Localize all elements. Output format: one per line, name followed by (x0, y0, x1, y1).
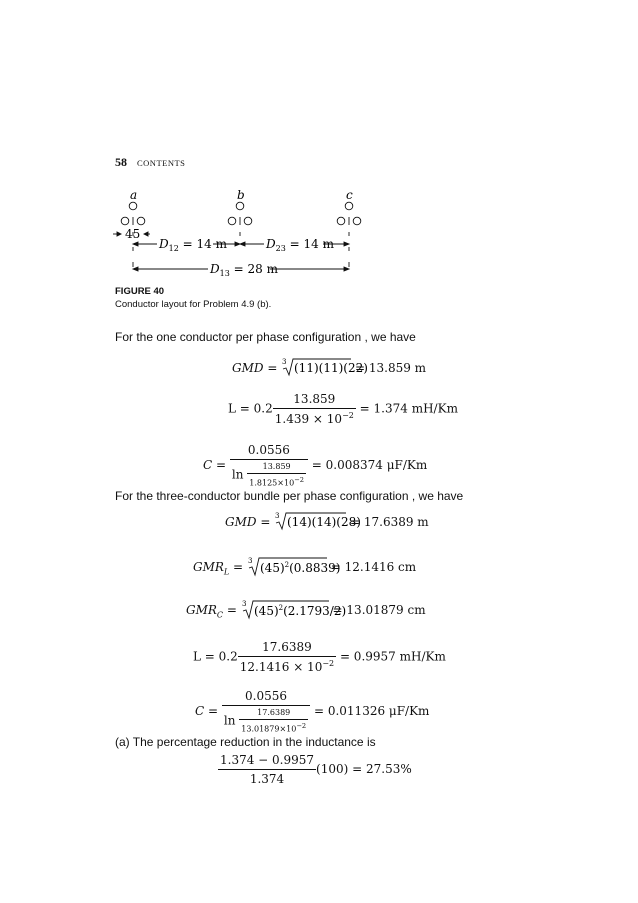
svg-text:(11)(11)(22): (11)(11)(22) (294, 361, 369, 375)
cube-root-sign (241, 598, 346, 620)
cube-root-sign (281, 357, 369, 377)
conductor-a-top (129, 202, 137, 210)
figure-caption-text: Conductor layout for Problem 4.9 (b). (115, 299, 272, 310)
bundle-spacing-label: 45 (125, 227, 141, 241)
d23-label: $D_{23} = 14$ m (266, 237, 334, 253)
page-number: 58 (115, 155, 127, 169)
phase-label-a: a (130, 188, 138, 202)
conductor-layout-figure (110, 185, 380, 280)
equation-inductance-1: L = 0.2 $\frac{13.859}{1.439 \times 10^{-2}}$ = 1.374 mH/Km (228, 392, 458, 426)
conductor-c-right (353, 217, 361, 225)
equation-percentage-reduction: $\frac{1.374 - 0.9957}{1.374}$ (100) = 27.53% (220, 753, 412, 786)
conductor-b-right (244, 217, 252, 225)
figure-caption-title: FIGURE 40 (115, 286, 165, 297)
svg-text:(14)(14)(28): (14)(14)(28) (287, 515, 362, 529)
svg-text:3: 3 (241, 600, 247, 608)
equation-capacitance-2: C = 0.0556 ln $\frac{17.6389}{13.01879\times 10^{-2}}$ = 0.011326 μF/Km (195, 689, 430, 734)
svg-text:3: 3 (275, 512, 280, 520)
phase-label-b: b (237, 188, 245, 202)
cube-root-sign (274, 511, 362, 531)
running-title: CONTENTS (137, 158, 186, 168)
svg-text:(45)2(2.1793/2): $(45)^2(2.1793/2)$ (253, 604, 346, 618)
svg-text:(45)2(0.8839): $(45)^2(0.8839)$ (259, 561, 341, 575)
svg-text:3: 3 (247, 557, 253, 565)
conductor-a-right (137, 217, 145, 225)
equation-inductance-2: L = 0.2 $\frac{17.6389}{12.1416 \times 10^{-2}}$ = 0.9957 mH/Km (193, 640, 446, 674)
equation-gmd-1: GMD = 3 (11)(11)(22) = 13.859 m (232, 358, 427, 375)
conductor-a-left (121, 217, 129, 225)
cube-root-sign (247, 555, 341, 577)
equation-capacitance-1: C = 0.0556 ln $\frac{13.859}{1.8125\times 10^{-2}}$ = 0.008374 μF/Km (203, 443, 428, 488)
d13-label: $D_{13} = 28$ m (210, 262, 278, 278)
equation-gmr-c: $GMR_C$ = 3 $(45)^2(2.1793/2)$ = 13.01879 cm (186, 600, 426, 620)
svg-text:3: 3 (282, 358, 287, 366)
paragraph-percentage-reduction: (a) The percentage reduction in the inductance is (115, 735, 376, 749)
paragraph-three-conductor: For the three-conductor bundle per phase configuration , we have (115, 489, 464, 503)
phase-label-c: c (346, 188, 353, 202)
equation-gmr-l: $GMR_L$ = 3 $(45)^2(0.8839)$ = 12.1416 cm (193, 557, 417, 577)
d12-label: $D_{12} = 14$ m (159, 237, 227, 253)
equation-gmd-2: GMD = 3 (14)(14)(28) = 17.6389 m (225, 512, 429, 529)
conductor-c-left (337, 217, 345, 225)
conductor-b-left (228, 217, 236, 225)
paragraph-one-conductor: For the one conductor per phase configuration , we have (115, 330, 416, 344)
conductor-b-top (236, 202, 244, 210)
conductor-c-top (345, 202, 353, 210)
